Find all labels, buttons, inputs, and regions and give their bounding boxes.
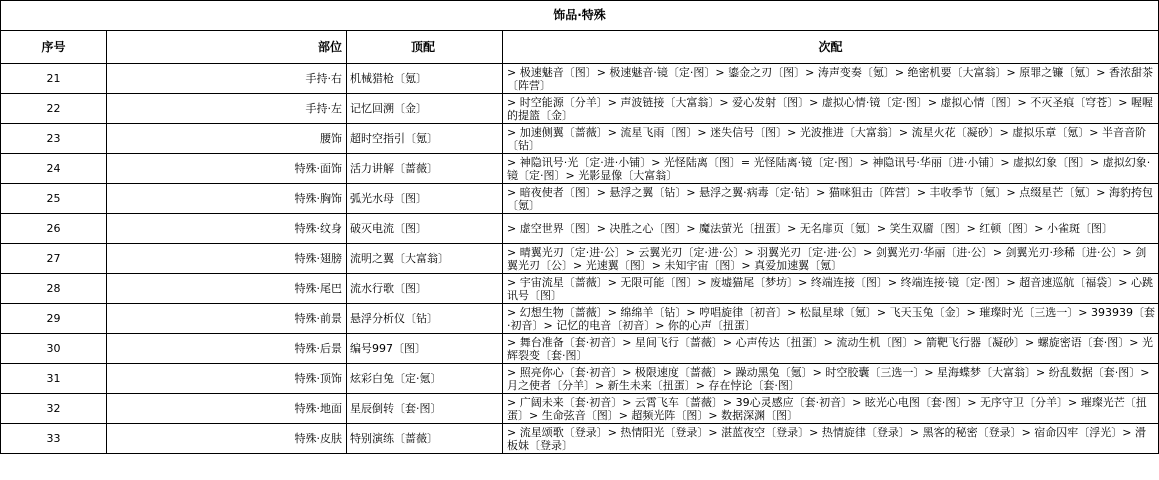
row-part: 腰饰 — [107, 124, 347, 154]
row-top-item: 活力讲解〔蔷薇〕 — [347, 154, 503, 184]
row-number: 21 — [1, 64, 107, 94]
row-sub-items: > 暗夜使者〔图〕> 悬浮之翼〔钻〕> 悬浮之翼·病毒〔定·钻〕> 猫咪狙击〔阵营〕> 丰收季节〔氪〕> 点缀星芒〔氪〕> 海豹挎包〔氪〕 — [503, 184, 1159, 214]
table-row — [1, 334, 1159, 364]
row-part: 手持·右 — [107, 64, 347, 94]
row-sub-items: > 舞台准备〔套·初音〕> 星间飞行〔蔷薇〕> 心声传达〔扭蛋〕> 流动生机〔图〕> 箭靶飞行器〔凝砂〕> 螺旋密语〔套·图〕> 光辉裂变〔套·图〕 — [503, 334, 1159, 364]
row-part: 特殊·后景 — [107, 334, 347, 364]
header-row — [1, 31, 1159, 64]
row-number: 29 — [1, 304, 107, 334]
header-top: 顶配 — [347, 31, 503, 64]
table-row — [1, 184, 1159, 214]
row-number: 32 — [1, 394, 107, 424]
table-row — [1, 214, 1159, 244]
row-number: 27 — [1, 244, 107, 274]
row-part: 特殊·皮肤 — [107, 424, 347, 454]
row-sub-items: > 时空能源〔分羊〕> 声波链接〔大富翁〕> 爱心发射〔图〕> 虚拟心情·镜〔定·图〕> 虚拟心情〔图〕> 不灭圣痕〔穹苍〕> 喔喔的提篮〔金〕 — [503, 94, 1159, 124]
row-top-item: 弧光水母〔图〕 — [347, 184, 503, 214]
row-top-item: 破灭电流〔图〕 — [347, 214, 503, 244]
table-body — [1, 64, 1159, 454]
row-sub-items: > 神隐讯号·光〔定·进·小铺〕> 光怪陆离〔图〕= 光怪陆离·镜〔定·图〕> 神隐讯号·华丽〔进·小铺〕> 虚拟幻象〔图〕> 虚拟幻象·镜〔定·图〕> 光影显像〔大富翁〕 — [503, 154, 1159, 184]
table-row — [1, 244, 1159, 274]
row-number: 26 — [1, 214, 107, 244]
row-part: 手持·左 — [107, 94, 347, 124]
row-top-item: 悬浮分析仪〔钻〕 — [347, 304, 503, 334]
table-row — [1, 304, 1159, 334]
row-sub-items: > 宇宙流星〔蔷薇〕> 无限可能〔图〕> 废墟猫尾〔梦坊〕> 终端连接〔图〕> 终端连接·镜〔定·图〕> 超音速巡航〔福袋〕> 心跳讯号〔图〕 — [503, 274, 1159, 304]
table-row — [1, 154, 1159, 184]
table-row — [1, 274, 1159, 304]
row-sub-items: > 照亮你心〔套·初音〕> 极限速度〔蔷薇〕> 躁动黑兔〔氪〕> 时空胶囊〔三选一〕> 星海蝶梦〔大富翁〕> 纷乱数据〔套·图〕> 月之使者〔分羊〕> 新生未来〔扭蛋〕> 存在悖论〔套·图〕 — [503, 364, 1159, 394]
row-top-item: 流明之翼〔大富翁〕 — [347, 244, 503, 274]
title-row — [1, 1, 1159, 31]
row-top-item: 记忆回溯〔金〕 — [347, 94, 503, 124]
row-number: 23 — [1, 124, 107, 154]
row-top-item: 超时空指引〔氪〕 — [347, 124, 503, 154]
row-top-item: 星辰倒转〔套·图〕 — [347, 394, 503, 424]
row-part: 特殊·胸饰 — [107, 184, 347, 214]
row-top-item: 机械猎枪〔氪〕 — [347, 64, 503, 94]
table-row — [1, 64, 1159, 94]
row-part: 特殊·地面 — [107, 394, 347, 424]
header-part: 部位 — [107, 31, 347, 64]
row-top-item: 炫彩白兔〔定·氪〕 — [347, 364, 503, 394]
table-row — [1, 364, 1159, 394]
row-sub-items: > 晴翼光刃〔定·进·公〕> 云翼光刃〔定·进·公〕> 羽翼光刃〔定·进·公〕> 剑翼光刃·华丽〔进·公〕> 剑翼光刃·珍稀〔进·公〕> 剑翼光刃〔公〕> 光速翼〔图〕> 未知宇宙〔图〕> 真爱加速翼〔氪〕 — [503, 244, 1159, 274]
row-number: 30 — [1, 334, 107, 364]
row-part: 特殊·前景 — [107, 304, 347, 334]
row-sub-items: > 加速侧翼〔蔷薇〕> 流星飞雨〔图〕> 迷失信号〔图〕> 光波推进〔大富翁〕> 流星火花〔凝砂〕> 虚拟乐章〔氪〕> 半音音阶〔钻〕 — [503, 124, 1159, 154]
row-sub-items: > 流星颂歌〔登录〕> 热情阳光〔登录〕> 湛蓝夜空〔登录〕> 热情旋律〔登录〕> 黑客的秘密〔登录〕> 宿命囚牢〔浮光〕> 滑板妹〔登录〕 — [503, 424, 1159, 454]
row-part: 特殊·翅膀 — [107, 244, 347, 274]
row-number: 33 — [1, 424, 107, 454]
table-title: 饰品·特殊 — [1, 1, 1159, 31]
header-no: 序号 — [1, 31, 107, 64]
table-row — [1, 424, 1159, 454]
table-row — [1, 94, 1159, 124]
row-part: 特殊·面饰 — [107, 154, 347, 184]
row-sub-items: > 幻想生物〔蔷薇〕> 绵绵羊〔钻〕> 哼唱旋律〔初音〕> 松鼠星球〔氪〕> 飞天玉兔〔金〕> 璀璨时光〔三选一〕> 393939〔套·初音〕> 记忆的电音〔初音〕> 你的心声〔扭蛋〕 — [503, 304, 1159, 334]
row-part: 特殊·顶饰 — [107, 364, 347, 394]
row-top-item: 流水行歌〔图〕 — [347, 274, 503, 304]
row-number: 24 — [1, 154, 107, 184]
row-number: 22 — [1, 94, 107, 124]
header-sub: 次配 — [503, 31, 1159, 64]
row-top-item: 特别演练〔蔷薇〕 — [347, 424, 503, 454]
row-part: 特殊·纹身 — [107, 214, 347, 244]
row-number: 28 — [1, 274, 107, 304]
row-sub-items: > 极速魅音〔图〕> 极速魅音·镜〔定·图〕> 鎏金之刃〔图〕> 涛声变奏〔氪〕> 绝密机要〔大富翁〕> 原罪之镰〔氪〕> 香浓甜茶〔阵营〕 — [503, 64, 1159, 94]
row-sub-items: > 虚空世界〔图〕> 决胜之心〔图〕> 魔法萤光〔扭蛋〕> 无名扉页〔氪〕> 笑生双靥〔图〕> 红顿〔图〕> 小雀斑〔图〕 — [503, 214, 1159, 244]
table-row — [1, 124, 1159, 154]
row-sub-items: > 广阔未来〔套·初音〕> 云霄飞车〔蔷薇〕> 39心灵感应〔套·初音〕> 眩光心电图〔套·图〕> 无序守卫〔分羊〕> 璀璨光芒〔扭蛋〕> 生命弦音〔图〕> 超频光阵〔图〕> 数据深渊〔图〕 — [503, 394, 1159, 424]
row-top-item: 编号997〔图〕 — [347, 334, 503, 364]
row-number: 25 — [1, 184, 107, 214]
row-part: 特殊·尾巴 — [107, 274, 347, 304]
row-number: 31 — [1, 364, 107, 394]
table-row — [1, 394, 1159, 424]
